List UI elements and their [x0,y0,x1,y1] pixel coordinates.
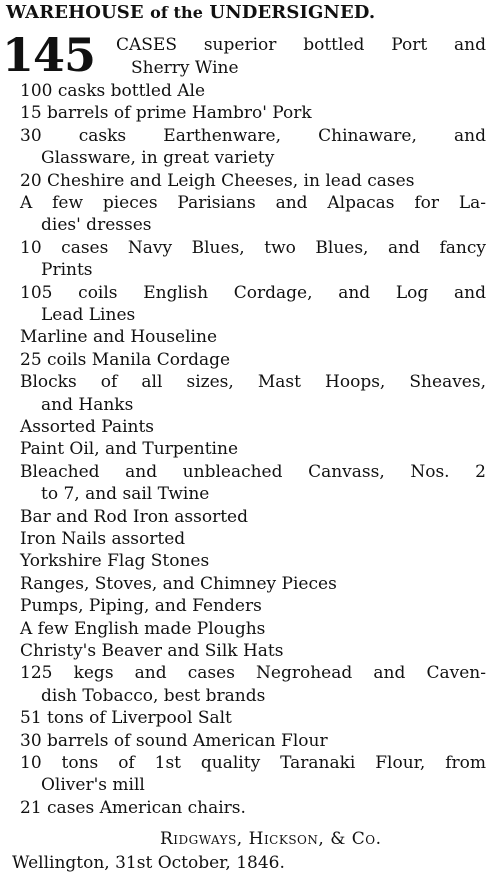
list-item-continuation: Glassware, in great variety [41,148,275,169]
list-item: 15 barrels of prime Hambro' Pork [20,103,312,124]
list-item: 51 tons of Liverpool Salt [20,708,232,729]
list-item: 100 casks bottled Ale [20,81,205,101]
lead-item-line-2: Sherry Wine [131,58,239,78]
list-item: 21 cases American chairs. [20,797,246,818]
merchant-signature: Ridgways, Hickson, & Co. [160,829,382,849]
list-item: 105 coils English Cordage, and Log and [20,282,486,303]
list-item: 20 Cheshire and Leigh Cheeses, in lead cases [20,170,415,191]
list-item: Ranges, Stoves, and Chimney Pieces [20,573,337,594]
list-item: Blocks of all sizes, Mast Hoops, Sheaves, [20,372,486,393]
list-item: Assorted Paints [20,417,155,437]
list-item: Yorkshire Flag Stones [20,551,210,572]
list-item-continuation: to 7, and sail Twine [41,484,210,505]
list-item: Pumps, Piping, and Fenders [20,596,262,617]
list-item: 125 kegs and cases Negrohead and Caven- [20,663,486,684]
list-item: 30 casks Earthenware, Chinaware, and [20,125,486,146]
heading-undersigned: UNDERSIGNED. [209,2,376,23]
lead-item-line-1: CASES superior bottled Port and [116,35,486,55]
advertisement-heading [6,1,486,25]
list-item-continuation: dish Tobacco, best brands [41,685,266,706]
list-item-continuation: dies' dresses [41,215,152,236]
list-item: Paint Oil, and Turpentine [20,439,239,460]
list-item: 25 coils Manila Cordage [20,349,231,370]
lead-quantity: 145 [2,28,96,82]
list-item: Bar and Rod Iron assorted [20,506,248,527]
heading-of-the: of the [150,3,204,22]
heading-warehouse: WAREHOUSE [6,2,144,23]
list-item: 10 cases Navy Blues, two Blues, and fancy [20,237,486,258]
list-item: Bleached and unbleached Canvass, Nos. 2 [20,461,486,482]
list-item: Iron Nails assorted [20,529,186,549]
list-item-continuation: Prints [41,260,93,281]
list-item-continuation: Lead Lines [41,305,136,325]
list-item: 30 barrels of sound American Flour [20,730,328,751]
list-item-continuation: and Hanks [41,394,134,415]
list-item: A few pieces Parisians and Alpacas for La- [20,193,486,213]
list-item-continuation: Oliver's mill [41,775,145,796]
list-item: Marline and Houseline [20,327,218,348]
list-item: 10 tons of 1st quality Taranaki Flour, from [20,753,486,773]
list-item: A few English made Ploughs [20,618,266,639]
list-item: Christy's Beaver and Silk Hats [20,641,284,661]
dateline: Wellington, 31st October, 1846. [12,853,285,873]
